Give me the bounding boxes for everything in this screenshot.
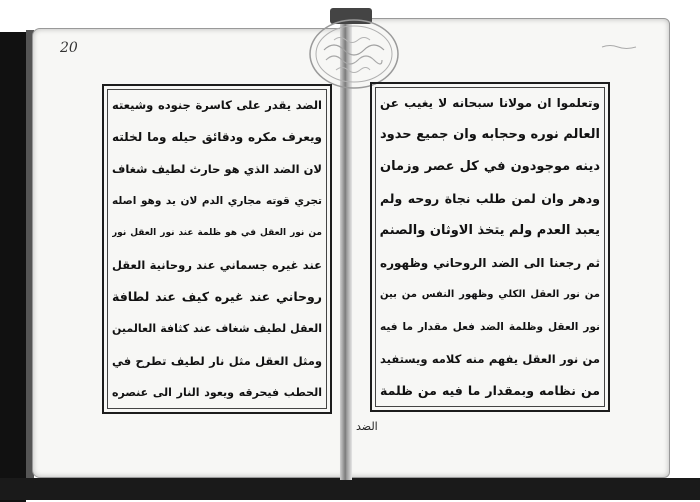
page-number: 20: [60, 40, 78, 56]
text-line: لان الضد الذي هو حارث لطيف شغاف: [112, 162, 322, 176]
text-line: تجري قوته مجاري الدم لان يد وهو اصله: [112, 195, 322, 207]
text-line: دينه موجودون في كل عصر وزمان: [380, 159, 600, 174]
text-line: ويعرف مكره ودقائق حيله وما لخلته: [112, 130, 322, 144]
text-line: من نظامه وبمقدار ما فيه من ظلمة: [380, 383, 600, 398]
text-line: من نور العقل الكلي وظهور النفس من بين: [380, 289, 600, 300]
text-line: روحاني عند غيره كيف عند لطافة: [112, 289, 322, 304]
text-line: ومثل العقل مثل نار لطيف تطرح في: [112, 354, 322, 368]
right-text-frame: [370, 82, 610, 412]
text-line: يعبد العدم ولم يتخذ الاوثان والصنم: [380, 223, 600, 238]
text-line: العالم نوره وحجابه وان جميع حدود: [380, 127, 600, 142]
text-line: ودهر وان لمن طلب نجاة روحه ولم: [380, 191, 600, 206]
scan-background: [0, 478, 700, 500]
left-text-block: [112, 94, 322, 404]
left-text-frame: [102, 84, 332, 414]
right-text-block: [380, 92, 600, 402]
text-line: ثم رجعنا الى الضد الروحاني وظهوره: [380, 256, 600, 270]
margin-mark: [600, 44, 640, 50]
text-line: عند غيره جسماني عند روحانية العقل: [112, 258, 322, 272]
text-line: نور العقل وظلمة الضد فعل مقدار ما فيه: [380, 321, 600, 333]
text-line: الحطب فيحرقه ويعود النار الى عنصره: [112, 386, 322, 399]
text-line: من نور العقل في هو ظلمة عند نور العقل نور: [112, 228, 322, 238]
library-seal-icon: [304, 14, 404, 92]
catchword: الضد: [356, 420, 378, 433]
binding-edge: [0, 32, 26, 502]
text-line: وتعلموا ان مولانا سبحانه لا يغيب عن: [380, 96, 600, 110]
text-line: الضد يقدر على كاسرة جنوده وشيعته: [112, 98, 322, 112]
text-line: من نور العقل يفهم منه كلامه ويستفيد: [380, 352, 600, 366]
text-line: العقل لطيف شغاف عند كثافة العالمين: [112, 322, 322, 335]
